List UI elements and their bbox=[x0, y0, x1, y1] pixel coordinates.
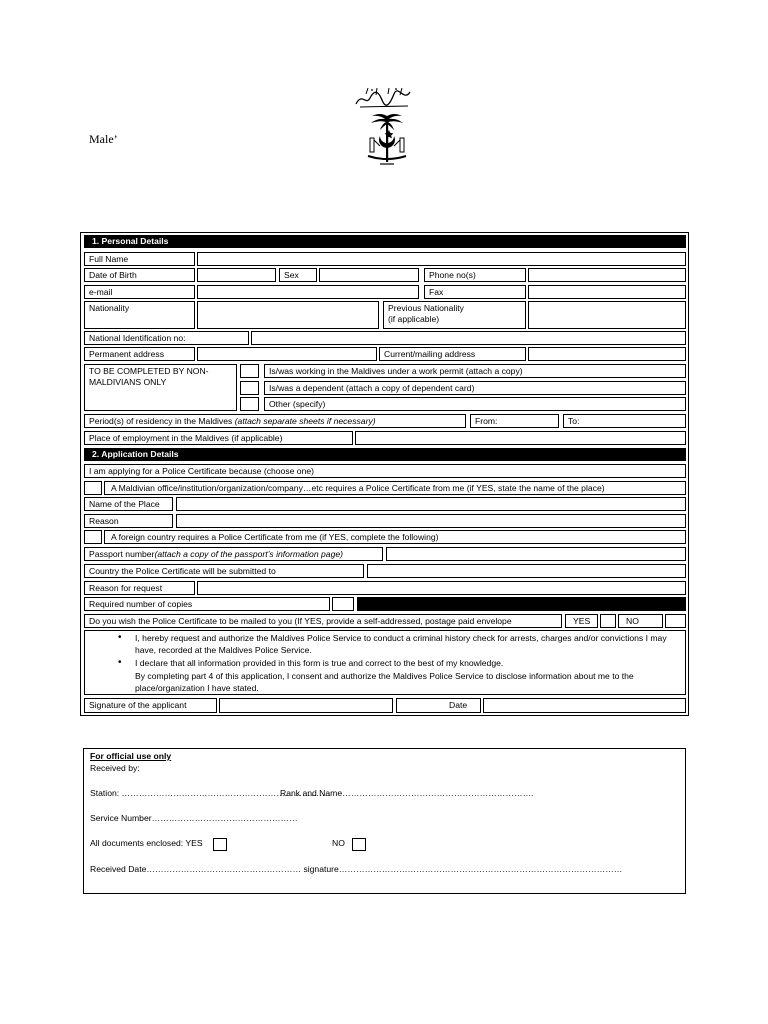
reason-field[interactable] bbox=[176, 514, 686, 528]
reason-label: Reason bbox=[84, 514, 173, 528]
consent-disclose-text: By completing part 4 of this application, I consent and authorize the Maldives Police Service to disclose information about me to the place/organization I have stated. bbox=[135, 671, 634, 693]
state-emblem-icon bbox=[362, 112, 412, 170]
employment-field[interactable] bbox=[355, 431, 686, 445]
mail-yes-checkbox[interactable] bbox=[600, 614, 616, 628]
foreign-country-option-label: A foreign country requires a Police Certificate from me (if YES, complete the following) bbox=[104, 530, 686, 544]
official-use-title: For official use only bbox=[90, 751, 172, 761]
date-field[interactable] bbox=[483, 698, 686, 713]
date-of-birth-field[interactable] bbox=[197, 268, 276, 282]
signature-field[interactable] bbox=[219, 698, 393, 713]
foreign-country-checkbox[interactable] bbox=[84, 530, 102, 544]
residency-from-field[interactable]: From: bbox=[470, 414, 559, 428]
nationality-label: Nationality bbox=[84, 301, 195, 329]
phone-label: Phone no(s) bbox=[424, 268, 526, 282]
dependent-checkbox[interactable] bbox=[240, 381, 259, 395]
yes-label: YES bbox=[565, 614, 598, 628]
dependent-option-label: Is/was a dependent (attach a copy of dependent card) bbox=[264, 381, 686, 395]
bullet-icon: • bbox=[118, 632, 122, 643]
sex-field[interactable] bbox=[319, 268, 419, 282]
sex-label: Sex bbox=[279, 268, 317, 282]
city-name: Male’ bbox=[89, 132, 118, 146]
signature-label: Signature of the applicant bbox=[84, 698, 217, 713]
bismillah-calligraphy bbox=[352, 86, 414, 110]
passport-number-label: Passport number(attach a copy of the passport’s information page) bbox=[84, 547, 383, 561]
other-checkbox[interactable] bbox=[240, 397, 259, 411]
phone-field[interactable] bbox=[528, 268, 686, 282]
email-label: e-mail bbox=[84, 285, 195, 299]
mailing-address-field[interactable] bbox=[528, 347, 686, 361]
section-personal-details-header: 1. Personal Details bbox=[84, 235, 686, 248]
received-by-label: Received by: bbox=[90, 763, 140, 773]
residency-period-label: Period(s) of residency in the Maldives (attach separate sheets if necessary) bbox=[84, 414, 466, 428]
reason-for-request-label: Reason for request bbox=[84, 581, 195, 595]
mailing-address-label: Current/mailing address bbox=[379, 347, 526, 361]
permanent-address-field[interactable] bbox=[197, 347, 377, 361]
documents-yes-checkbox[interactable] bbox=[213, 838, 227, 851]
copies-field[interactable] bbox=[332, 597, 354, 611]
employment-label: Place of employment in the Maldives (if applicable) bbox=[84, 431, 353, 445]
full-name-label: Full Name bbox=[84, 252, 195, 266]
fax-field[interactable] bbox=[528, 285, 686, 299]
country-submit-field[interactable] bbox=[367, 564, 686, 578]
documents-no-label: NO bbox=[332, 838, 345, 848]
email-field[interactable] bbox=[197, 285, 419, 299]
maldivian-office-option-label: A Maldivian office/institution/organization/company…etc requires a Police Certificate from me (if YES, state the name of the place) bbox=[104, 481, 686, 495]
mail-question-label: Do you wish the Police Certificate to be mailed to you (If YES, provide a self-addressed, postage paid envelope bbox=[84, 614, 562, 628]
country-submit-label: Country the Police Certificate will be submitted to bbox=[84, 564, 364, 578]
previous-nationality-label: Previous Nationality (if applicable) bbox=[383, 301, 526, 329]
nationality-field[interactable] bbox=[197, 301, 379, 329]
place-name-field[interactable] bbox=[176, 497, 686, 511]
consent-authorize-text: I, hereby request and authorize the Maldives Police Service to conduct a criminal history check for arrests, charges and/or convictions I may have, recorded at the Maldives Police Service. bbox=[135, 633, 667, 655]
mail-no-checkbox[interactable] bbox=[665, 614, 686, 628]
non-maldivians-label: TO BE COMPLETED BY NON- MALDIVIANS ONLY bbox=[84, 364, 237, 411]
documents-no-checkbox[interactable] bbox=[352, 838, 366, 851]
full-name-field[interactable] bbox=[197, 252, 686, 266]
reason-for-request-field[interactable] bbox=[197, 581, 686, 595]
other-option-label: Other (specify) bbox=[264, 397, 686, 411]
national-id-label: National Identification no: bbox=[84, 331, 249, 345]
service-number-label: Service Number…………………………………………… bbox=[90, 813, 298, 823]
place-name-label: Name of the Place bbox=[84, 497, 173, 511]
consent-declare-text: I declare that all information provided in this form is true and correct to the best of my knowledge. bbox=[135, 658, 504, 668]
documents-enclosed-label: All documents enclosed: YES bbox=[90, 838, 203, 848]
bullet-icon: • bbox=[118, 657, 122, 668]
received-date-signature-label: Received Date……………………………………………… signature……………………………………………………………………………………… bbox=[90, 864, 623, 874]
work-permit-option-label: Is/was working in the Maldives under a work permit (attach a copy) bbox=[264, 364, 686, 378]
previous-nationality-field[interactable] bbox=[528, 301, 686, 329]
residency-to-field[interactable]: To: bbox=[563, 414, 686, 428]
work-permit-checkbox[interactable] bbox=[240, 364, 259, 378]
applying-because-label: I am applying for a Police Certificate because (choose one) bbox=[84, 464, 686, 478]
date-label: Date bbox=[396, 698, 481, 713]
permanent-address-label: Permanent address bbox=[84, 347, 195, 361]
rank-name-label: Rank and Name…………………………………………………………. bbox=[280, 788, 534, 798]
section-application-details-header: 2. Application Details bbox=[84, 448, 686, 461]
fax-label: Fax bbox=[424, 285, 526, 299]
no-label: NO bbox=[618, 614, 663, 628]
copies-label: Required number of copies bbox=[84, 597, 330, 611]
passport-number-field[interactable] bbox=[386, 547, 686, 561]
national-id-field[interactable] bbox=[251, 331, 686, 345]
date-of-birth-label: Date of Birth bbox=[84, 268, 195, 282]
maldivian-office-checkbox[interactable] bbox=[84, 481, 102, 495]
shaded-cell bbox=[357, 597, 686, 611]
station-label: Station: ………………………………………………………………. bbox=[90, 788, 331, 798]
